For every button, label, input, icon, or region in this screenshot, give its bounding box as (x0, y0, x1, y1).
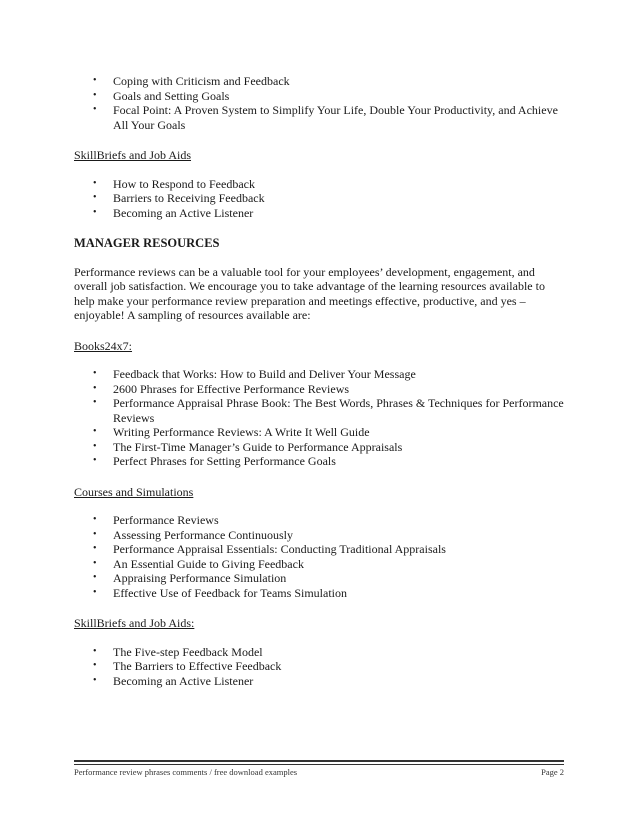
top-bullet-list (74, 74, 564, 132)
list-item: • Feedback that Works: How to Build and Deliver Your Message (93, 367, 416, 381)
bullet-icon: • (93, 104, 97, 115)
skillbriefs2-heading[interactable]: SkillBriefs and Job Aids: (74, 616, 195, 630)
bullet-icon: • (93, 528, 97, 540)
document-body (74, 74, 564, 688)
bullet-icon: • (93, 455, 97, 466)
list-item: • Writing Performance Reviews: A Write It Well Guide (93, 425, 370, 439)
skillbriefs-heading[interactable]: SkillBriefs and Job Aids (74, 148, 192, 162)
page-footer (74, 767, 564, 777)
bullet-icon: • (93, 382, 97, 394)
books-list (74, 367, 564, 469)
bullet-icon: • (93, 674, 97, 686)
list-item: • The Barriers to Effective Feedback (93, 659, 282, 673)
list-item: • The First-Time Manager’s Guide to Performance Appraisals (93, 439, 403, 454)
manager-paragraph: Performance reviews can be a valuable tool for your employees’ development, engagement, and overall job satisfaction. We encourage you to take advantage of the learning resources available to help make your performance review preparation and meetings effective, productive, and yes – enjoyable! A sampling of resources available are: (74, 264, 545, 322)
footer-title: Performance review phrases comments / free download examples (74, 767, 298, 777)
list-item: • 2600 Phrases for Effective Performance Reviews (93, 381, 350, 396)
courses-heading[interactable]: Courses and Simulations (74, 484, 194, 499)
list-item: • Focal Point: A Proven System to Simplify Your Life, Double Your Productivity, and Achieve All Your Goals (93, 103, 558, 132)
list-item: • How to Respond to Feedback (93, 176, 255, 191)
bullet-icon: • (93, 192, 97, 203)
list-item: • Becoming an Active Listener (93, 673, 254, 688)
bullet-icon: • (93, 572, 97, 583)
list-item: • Barriers to Receiving Feedback (93, 191, 265, 205)
list-item: • Coping with Criticism and Feedback (93, 74, 290, 88)
bullet-icon: • (93, 514, 97, 525)
bullet-icon: • (93, 89, 97, 101)
list-item: • Performance Appraisal Essentials: Conducting Traditional Appraisals (93, 542, 446, 556)
bullet-icon: • (93, 543, 97, 554)
manager-resources-title: MANAGER RESOURCES (74, 236, 220, 250)
skillbriefs2-list (74, 645, 564, 689)
list-item: • Becoming an Active Listener (93, 205, 254, 220)
bullet-icon: • (93, 75, 97, 86)
list-item: • Performance Appraisal Phrase Book: The Best Words, Phrases & Techniques for Performance Reviews (93, 396, 564, 425)
list-item: • Performance Reviews (93, 513, 219, 527)
bullet-icon: • (93, 368, 97, 379)
bullet-icon: • (93, 426, 97, 437)
footer-divider (74, 760, 564, 762)
list-item: • Perfect Phrases for Setting Performance Goals (93, 454, 336, 468)
list-item: • Assessing Performance Continuously (93, 527, 293, 542)
list-item: • Effective Use of Feedback for Teams Simulation (93, 585, 347, 600)
list-item: • An Essential Guide to Giving Feedback (93, 556, 304, 571)
list-item: • Goals and Setting Goals (93, 88, 230, 103)
bullet-icon: • (93, 557, 97, 569)
bullet-icon: • (93, 660, 97, 671)
bullet-icon: • (93, 177, 97, 189)
bullet-icon: • (93, 586, 97, 598)
books-heading[interactable]: Books24x7: (74, 338, 133, 353)
bullet-icon: • (93, 397, 97, 408)
bullet-icon: • (93, 645, 97, 657)
bullet-icon: • (93, 206, 97, 218)
list-item: • Appraising Performance Simulation (93, 571, 287, 585)
page-number: Page 2 (541, 767, 564, 777)
skillbriefs-list (74, 177, 564, 221)
bullet-icon: • (93, 440, 97, 452)
list-item: • The Five-step Feedback Model (93, 644, 263, 659)
footer-divider-thin (74, 764, 564, 765)
courses-list (74, 513, 564, 600)
